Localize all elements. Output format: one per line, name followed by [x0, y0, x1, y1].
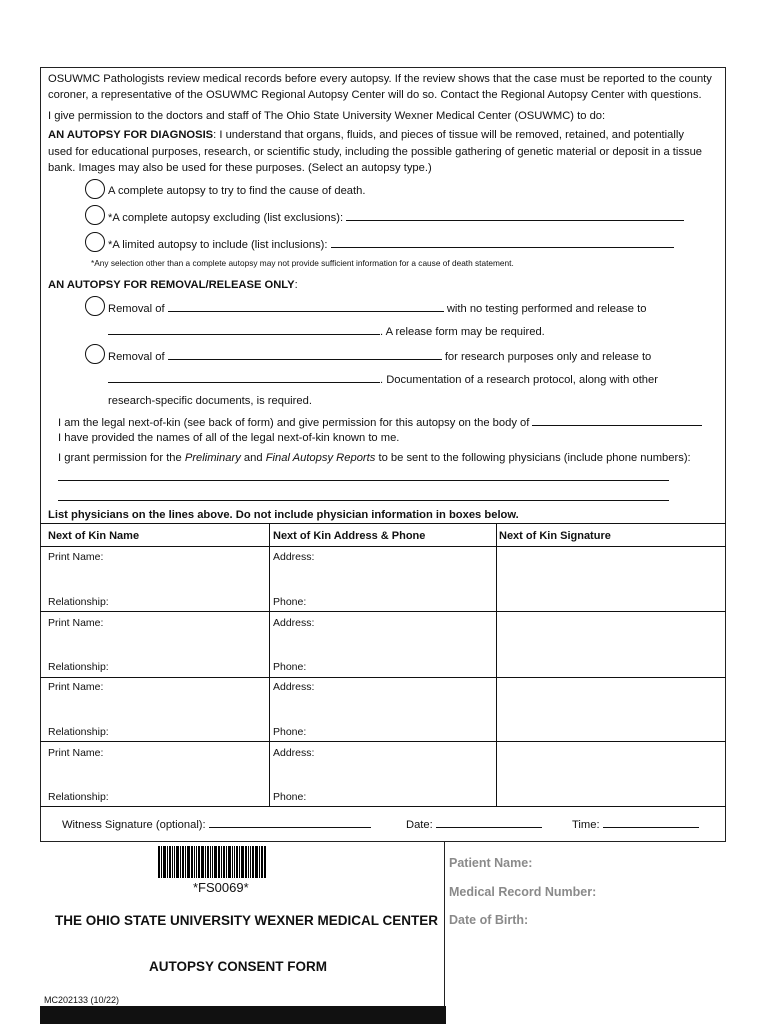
complete-autopsy-radio[interactable]	[85, 179, 105, 199]
address-label: Address:	[273, 617, 315, 629]
table-header-border	[40, 546, 726, 547]
complete-autopsy-excluding-radio[interactable]	[85, 205, 105, 225]
witness-signature-line[interactable]	[209, 816, 371, 828]
footer-bar	[40, 1006, 446, 1024]
header-kin-name: Next of Kin Name	[48, 530, 140, 542]
print-name-label: Print Name:	[48, 551, 104, 563]
table-top-border	[40, 523, 726, 524]
date-of-birth-label: Date of Birth:	[449, 913, 529, 927]
diagnosis-heading: AN AUTOPSY FOR DIAGNOSIS	[48, 129, 214, 141]
relationship-label: Relationship:	[48, 726, 109, 738]
patient-name-label: Patient Name:	[449, 856, 533, 870]
intro-line-2: coroner, a representative of the OSUWMC Regional Autopsy Center will do so. Contact the Regional Autopsy Center with questions.	[48, 89, 702, 101]
table-column-divider	[269, 523, 270, 806]
removal-option-2-line-2: . Documentation of a research protocol, along with other	[108, 371, 658, 389]
physician-line-2[interactable]	[58, 500, 669, 501]
form-code: MC202133 (10/22)	[44, 995, 120, 1005]
address-label: Address:	[273, 551, 315, 563]
org-name: THE OHIO STATE UNIVERSITY WEXNER MEDICAL CENTER	[55, 913, 439, 928]
header-kin-signature: Next of Kin Signature	[499, 530, 611, 542]
witness-date-field: Date:	[406, 816, 542, 834]
table-row-border	[40, 677, 726, 678]
witness-time-field: Time:	[572, 816, 699, 834]
witness-date-line[interactable]	[436, 816, 542, 828]
print-name-label: Print Name:	[48, 747, 104, 759]
relationship-label: Relationship:	[48, 791, 109, 803]
removal-research-radio[interactable]	[85, 344, 105, 364]
physician-line-1[interactable]	[58, 480, 669, 481]
phone-label: Phone:	[273, 726, 307, 738]
print-name-label: Print Name:	[48, 617, 104, 629]
relationship-label: Relationship:	[48, 596, 109, 608]
phone-label: Phone:	[273, 661, 307, 673]
diagnosis-paragraph-line-2: used for educational purposes, research, or scientific study, including the possible gathering of genetic material or deposit in a tissue	[48, 146, 703, 158]
limited-autopsy-label: *A limited autopsy to include (list inclusions):	[108, 236, 674, 254]
removal-option-1-line-2: . A release form may be required.	[108, 323, 545, 341]
removal-heading-line: AN AUTOPSY FOR REMOVAL/RELEASE ONLY:	[48, 279, 298, 291]
witness-time-line[interactable]	[603, 816, 699, 828]
complete-autopsy-label: A complete autopsy to try to find the cause of death.	[108, 185, 366, 197]
header-kin-address: Next of Kin Address & Phone	[273, 530, 426, 542]
release-to-line-1[interactable]	[108, 323, 380, 335]
witness-signature-field: Witness Signature (optional):	[62, 816, 371, 834]
phone-label: Phone:	[273, 596, 307, 608]
permission-statement: I give permission to the doctors and staff of The Ohio State University Wexner Medical Center (OSUWMC) to do:	[48, 110, 606, 122]
selection-note: *Any selection other than a complete autopsy may not provide sufficient information for a cause of death statement.	[91, 258, 514, 268]
address-label: Address:	[273, 747, 315, 759]
table-row-border	[40, 611, 726, 612]
grant-statement: I grant permission for the Preliminary and Final Autopsy Reports to be sent to the following physicians (include phone numbers):	[58, 452, 691, 464]
medical-record-number-label: Medical Record Number:	[449, 885, 597, 899]
removal-option-1-line-1: Removal of with no testing performed and release to	[108, 300, 646, 318]
kin-statement-line: I am the legal next-of-kin (see back of form) and give permission for this autopsy on the body of	[58, 414, 702, 432]
table-column-divider	[496, 523, 497, 806]
diagnosis-paragraph-line-1: AN AUTOPSY FOR DIAGNOSIS: I understand that organs, fluids, and pieces of tissue will be removed, retained, and potentially	[48, 129, 684, 141]
physician-instruction: List physicians on the lines above. Do not include physician information in boxes below.	[48, 509, 519, 521]
inclusions-line[interactable]	[331, 236, 674, 248]
print-name-label: Print Name:	[48, 681, 104, 693]
removal-option-2-line-1: Removal of for research purposes only and release to	[108, 348, 651, 366]
exclusions-line[interactable]	[346, 209, 684, 221]
complete-autopsy-excluding-label: *A complete autopsy excluding (list exclusions):	[108, 209, 684, 227]
release-to-line-2[interactable]	[108, 371, 380, 383]
removal-testing-radio[interactable]	[85, 296, 105, 316]
removal-heading: AN AUTOPSY FOR REMOVAL/RELEASE ONLY	[48, 279, 295, 291]
table-bottom-border	[40, 806, 726, 807]
removal-item-line-1[interactable]	[168, 300, 444, 312]
removal-option-2-line-3: research-specific documents, is required.	[108, 395, 312, 407]
removal-item-line-2[interactable]	[168, 348, 442, 360]
phone-label: Phone:	[273, 791, 307, 803]
body-of-name-line[interactable]	[532, 414, 702, 426]
diagnosis-paragraph-line-3: bank. Images may also be used for these purposes. (Select an autopsy type.)	[48, 162, 432, 174]
barcode	[158, 846, 298, 878]
limited-autopsy-radio[interactable]	[85, 232, 105, 252]
kin-provided-statement: I have provided the names of all of the legal next-of-kin known to me.	[58, 432, 400, 444]
address-label: Address:	[273, 681, 315, 693]
table-row-border	[40, 741, 726, 742]
barcode-text: *FS0069*	[193, 880, 249, 895]
form-title: AUTOPSY CONSENT FORM	[149, 959, 328, 974]
intro-line-1: OSUWMC Pathologists review medical records before every autopsy. If the review shows that the case must be reported to the county	[48, 73, 712, 85]
relationship-label: Relationship:	[48, 661, 109, 673]
